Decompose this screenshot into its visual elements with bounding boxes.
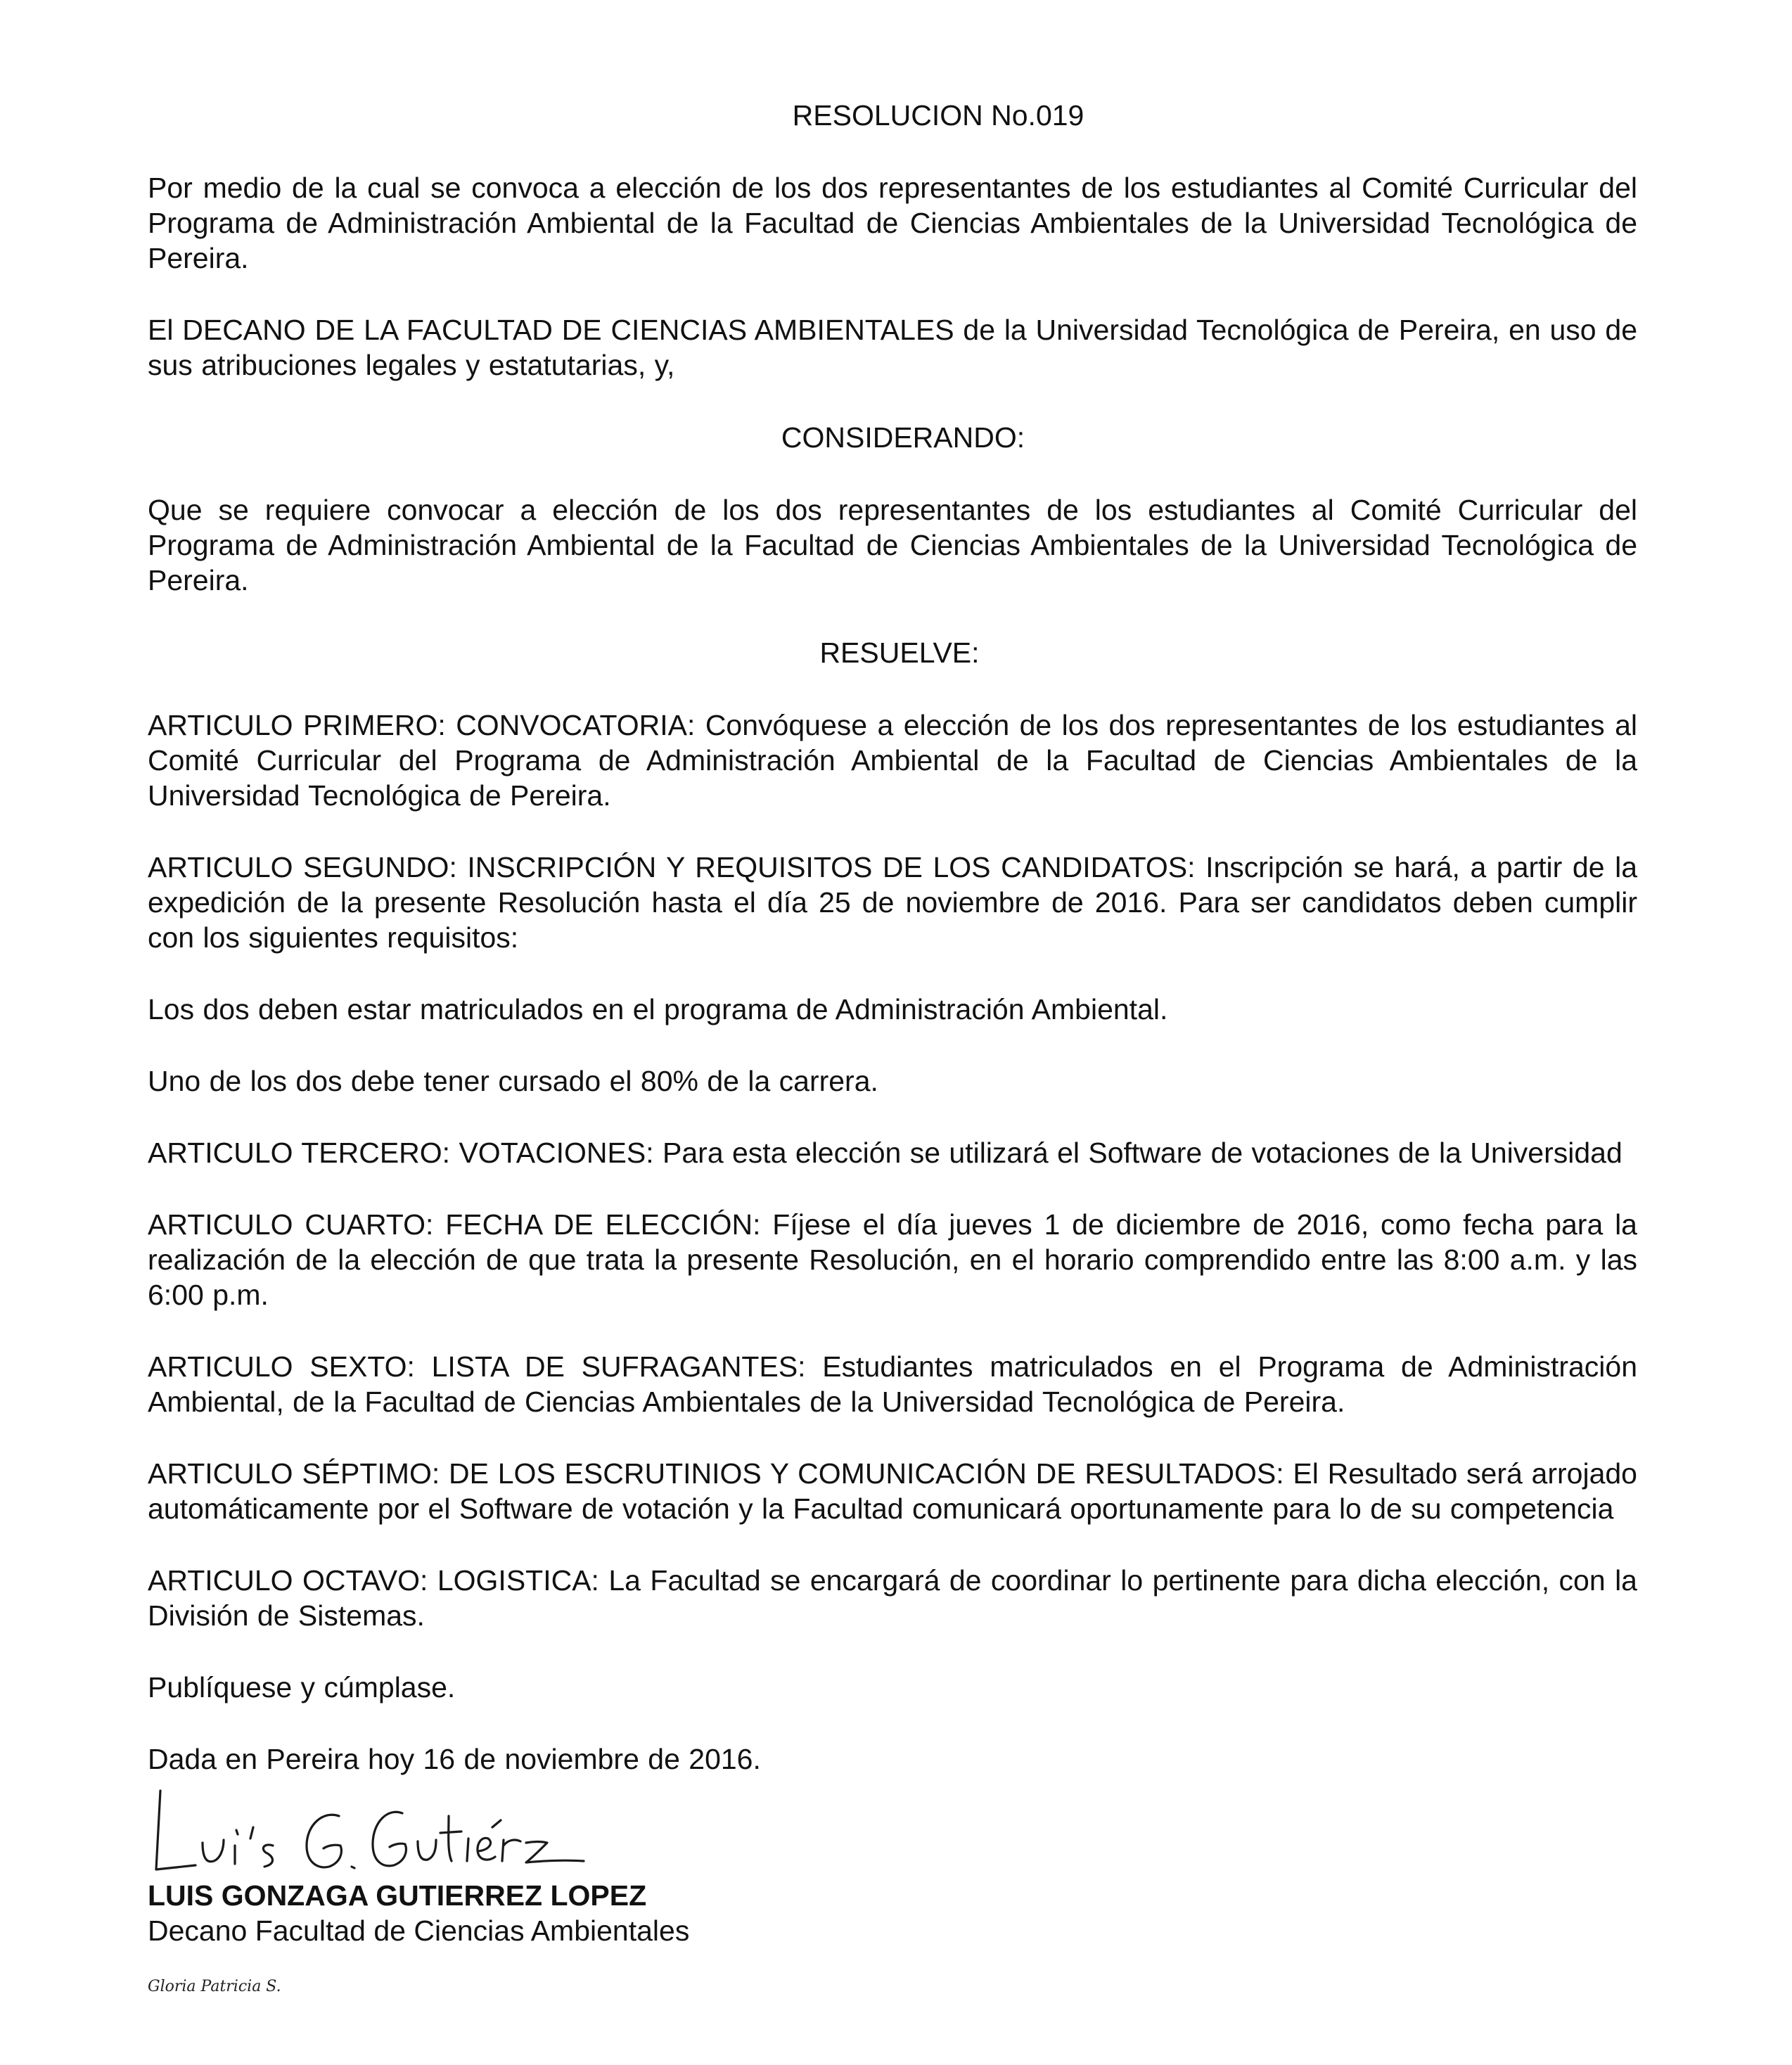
article-septimo: ARTICULO SÉPTIMO: DE LOS ESCRUTINIOS Y COMUNICACIÓN DE RESULTADOS: El Resultado será arrojado automáticamente por el Software de votación y la Facultad comunicará oportunamente para lo de su competencia — [148, 1457, 1637, 1525]
signer-name: LUIS GONZAGA GUTIERREZ LOPEZ — [148, 1879, 647, 1912]
intro-paragraph: Por medio de la cual se convoca a elección de los dos representantes de los estudiantes al Comité Curricular del Programa de Administración Ambiental de la Facultad de Ciencias Ambientales de la Universidad Tecnológica de Pereira. — [148, 172, 1637, 274]
considerando-heading: CONSIDERANDO: — [781, 421, 1025, 454]
typist-initials: Gloria Patricia S. — [148, 1978, 281, 1995]
considerando-paragraph: Que se requiere convocar a elección de los dos representantes de los estudiantes al Comité Curricular del Programa de Administración Ambiental de la Facultad de Ciencias Ambientales de la Universidad Tecnológica de Pereira. — [148, 494, 1637, 596]
article-sexto: ARTICULO SEXTO: LISTA DE SUFRAGANTES: Estudiantes matriculados en el Programa de Administración Ambiental, de la Facultad de Ciencias Ambientales de la Universidad Tecnológica de Pereira. — [148, 1350, 1637, 1418]
article-tercero: ARTICULO TERCERO: VOTACIONES: Para esta elección se utilizará el Software de votaciones de la Universidad — [148, 1137, 1623, 1169]
requirement-item: Los dos deben estar matriculados en el programa de Administración Ambiental. — [148, 993, 1168, 1025]
handwritten-signature — [141, 1778, 605, 1884]
resuelve-heading: RESUELVE: — [819, 637, 980, 669]
article-segundo: ARTICULO SEGUNDO: INSCRIPCIÓN Y REQUISITOS DE LOS CANDIDATOS: Inscripción se hará, a partir de la expedición de la presente Resolución hasta el día 25 de noviembre de 2016. Para ser candidatos deben cumplir con los siguientes requisitos: — [148, 851, 1637, 954]
article-octavo: ARTICULO OCTAVO: LOGISTICA: La Facultad se encargará de coordinar lo pertinente para dicha elección, con la División de Sistemas. — [148, 1564, 1637, 1632]
date-line: Dada en Pereira hoy 16 de noviembre de 2016. — [148, 1743, 761, 1775]
signer-role: Decano Facultad de Ciencias Ambientales — [148, 1914, 690, 1947]
requirement-item: Uno de los dos debe tener cursado el 80% de la carrera. — [148, 1065, 878, 1097]
closing-line: Publíquese y cúmplase. — [148, 1671, 456, 1703]
article-cuarto: ARTICULO CUARTO: FECHA DE ELECCIÓN: Fíjese el día jueves 1 de diciembre de 2016, como fecha para la realización de la elección de que trata la presente Resolución, en el horario comprendido entre las 8:00 a.m. y las 6:00 p.m. — [148, 1208, 1637, 1311]
article-primero: ARTICULO PRIMERO: CONVOCATORIA: Convóquese a elección de los dos representantes de los estudiantes al Comité Curricular del Programa de Administración Ambiental de la Facultad de Ciencias Ambientales de la Universidad Tecnológica de Pereira. — [148, 709, 1637, 812]
document-body — [148, 97, 1637, 1997]
preamble-paragraph: El DECANO DE LA FACULTAD DE CIENCIAS AMBIENTALES de la Universidad Tecnológica de Pereira, en uso de sus atribuciones legales y estatutarias, y, — [148, 314, 1637, 381]
resolution-title: RESOLUCION No.019 — [792, 99, 1084, 132]
